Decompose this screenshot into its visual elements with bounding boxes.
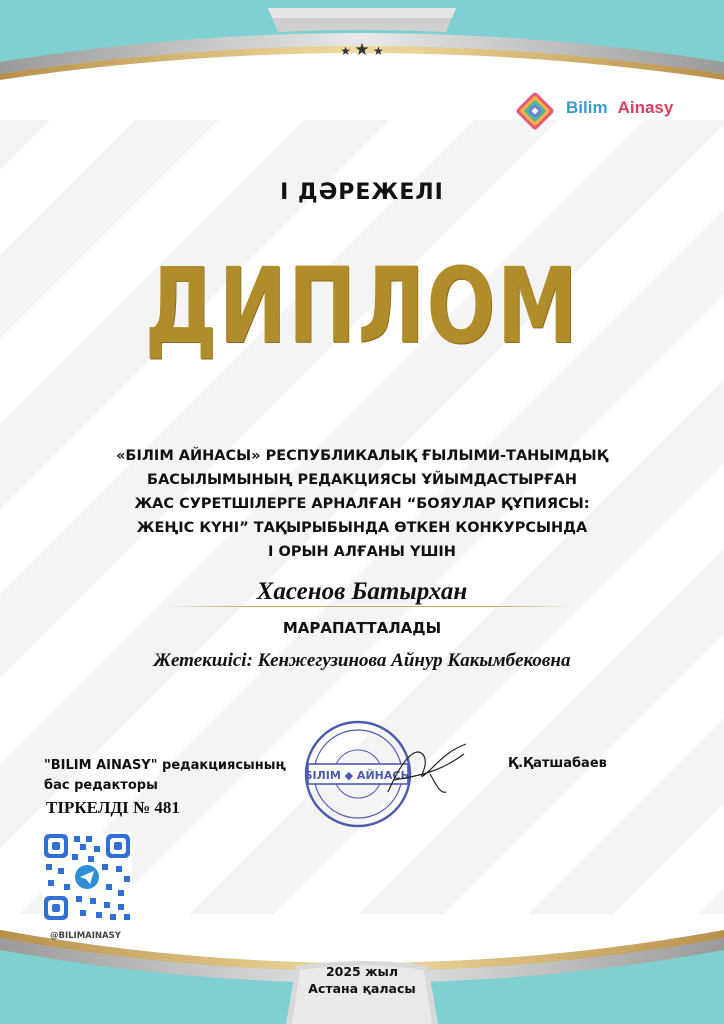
description-line: ЖАС СУРЕТШІЛЕРГЕ АРНАЛҒАН “БОЯУЛАР ҚҰПИЯСЫ: [134, 496, 590, 512]
description-line: ЖЕҢІС КҮНІ” ТАҚЫРЫБЫНДА ӨТКЕН КОНКУРСЫНДА [136, 520, 588, 536]
recipient-name: Хасенов Батырхан [256, 578, 468, 605]
brand-logo [514, 86, 684, 130]
social-handle: @BILIMAINASY [50, 931, 121, 941]
footer-year: 2025 жыл [325, 964, 399, 979]
registration-number: ТІРКЕЛДІ № 481 [46, 798, 180, 817]
logo-word-ainasy: Ainasy [617, 98, 674, 117]
diploma-title: ДИПЛОМ [144, 245, 580, 367]
qr-code[interactable] [42, 832, 132, 922]
editor-line: бас редакторы [44, 778, 158, 793]
footer-city: Астана қаласы [308, 981, 416, 996]
star-icon: ★ [354, 40, 370, 59]
editor-line: "BILIM AINASY" редакциясының [44, 758, 287, 773]
description-line: БАСЫЛЫМЫНЫҢ РЕДАКЦИЯСЫ ҰЙЫМДАСТЫРҒАН [147, 472, 577, 488]
diploma-degree: I ДӘРЕЖЕЛІ [280, 180, 444, 205]
logo-wordmark [566, 98, 673, 118]
top-stars [330, 40, 394, 60]
stamp-center-text: БІЛІМ ◆ АЙНАСЫ [304, 769, 412, 782]
recipient-underline [161, 606, 577, 607]
footer [0, 963, 724, 997]
star-icon: ★ [372, 44, 384, 58]
official-stamp [290, 714, 470, 834]
star-icon: ★ [340, 44, 352, 58]
signer-name: Қ.Қатшабаев [508, 756, 607, 771]
award-description [60, 444, 664, 564]
supervisor-name: Жетекшісі: Кенжегузинова Айнур Какымбековна [153, 650, 571, 671]
logo-word-bilim: Bilim [566, 98, 608, 117]
logo-mark-icon [514, 90, 556, 132]
description-line: I ОРЫН АЛҒАНЫ ҮШІН [268, 544, 456, 560]
awarded-label: МАРАПАТТАЛАДЫ [282, 619, 442, 637]
description-line: «БІЛІМ АЙНАСЫ» РЕСПУБЛИКАЛЫҚ ҒЫЛЫМИ-ТАНЫМДЫҚ [116, 448, 608, 464]
